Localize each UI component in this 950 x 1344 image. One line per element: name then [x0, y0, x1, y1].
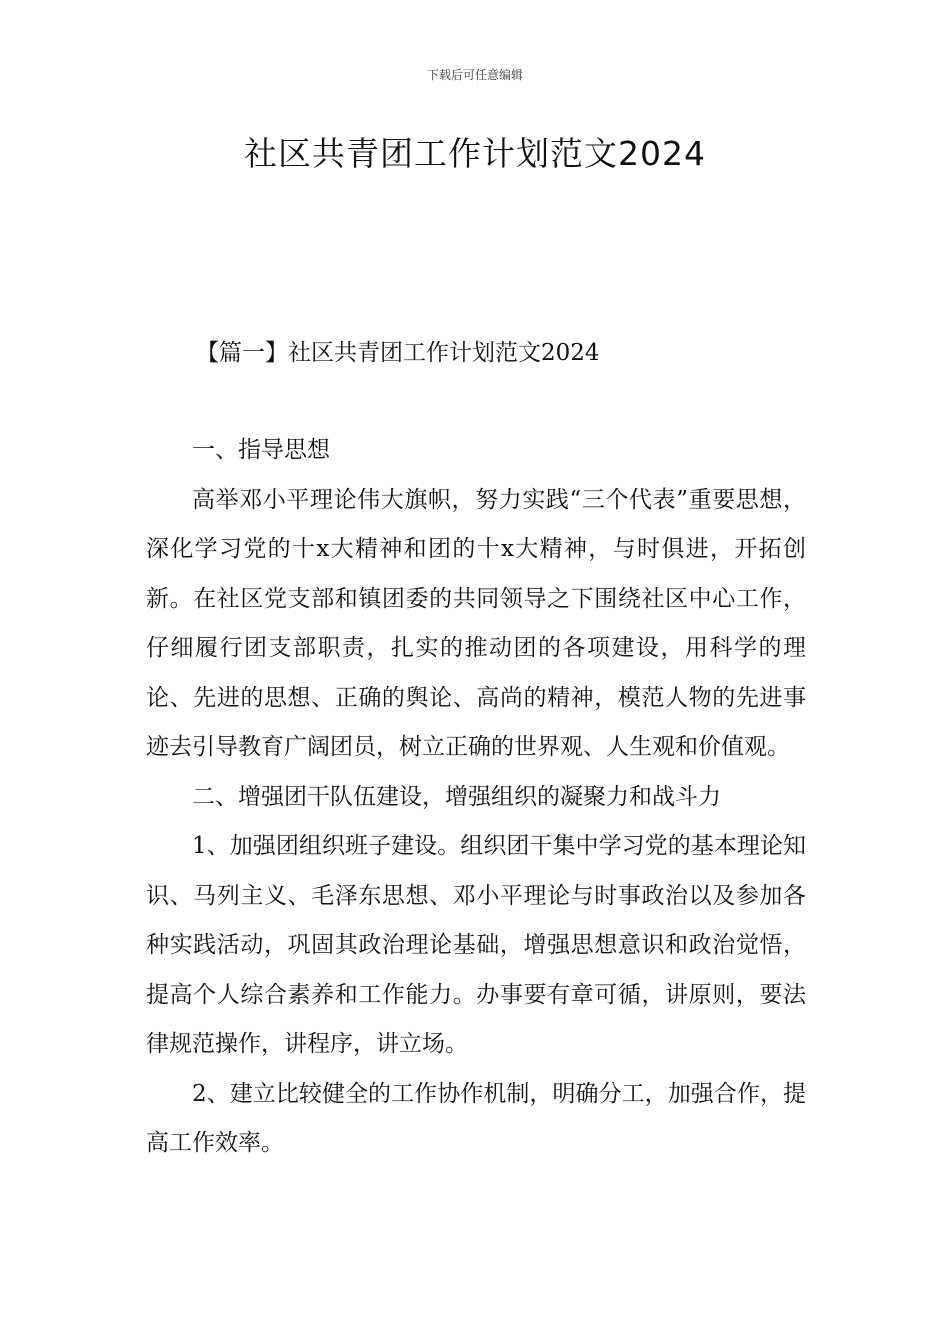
paragraph-item-1: 1、加强团组织班子建设。组织团干集中学习党的基本理论知识、马列主义、毛泽东思想、邓小平理论与时事政治以及参加各种实践活动，巩固其政治理论基础，增强思想意识和政治觉悟，提高个人综合素养和工作能力。办事要有章可循，讲原则，要法律规范操作，讲程序，讲立场。	[146, 833, 806, 1057]
paragraph-item-2: 2、建立比较健全的工作协作机制，明确分工，加强合作，提高工作效率。	[146, 1080, 806, 1156]
paragraph-guiding-ideology: 高举邓小平理论伟大旗帜，努力实践“三个代表”重要思想，深化学习党的十x大精神和团的十x大精神，与时俱进，开拓创新。在社区党支部和镇团委的共同领导之下围绕社区中心工作，仔细履行团支部职责，扎实的推动团的各项建设，用科学的理论、先进的思想、正确的舆论、高尚的精神，模范人物的先进事迹去引导教育广阔团员，树立正确的世界观、人生观和价值观。	[146, 486, 806, 760]
heading-guiding-ideology: 一、指导思想	[192, 437, 330, 463]
heading-team-building: 二、增强团干队伍建设，增强组织的凝聚力和战斗力	[192, 783, 721, 810]
header-note: 下载后可任意编辑	[426, 68, 523, 82]
document-body	[146, 426, 806, 1169]
document-title: 社区共青团工作计划范文2024	[244, 134, 706, 173]
section-title: 【篇一】社区共青团工作计划范文2024	[196, 340, 600, 366]
